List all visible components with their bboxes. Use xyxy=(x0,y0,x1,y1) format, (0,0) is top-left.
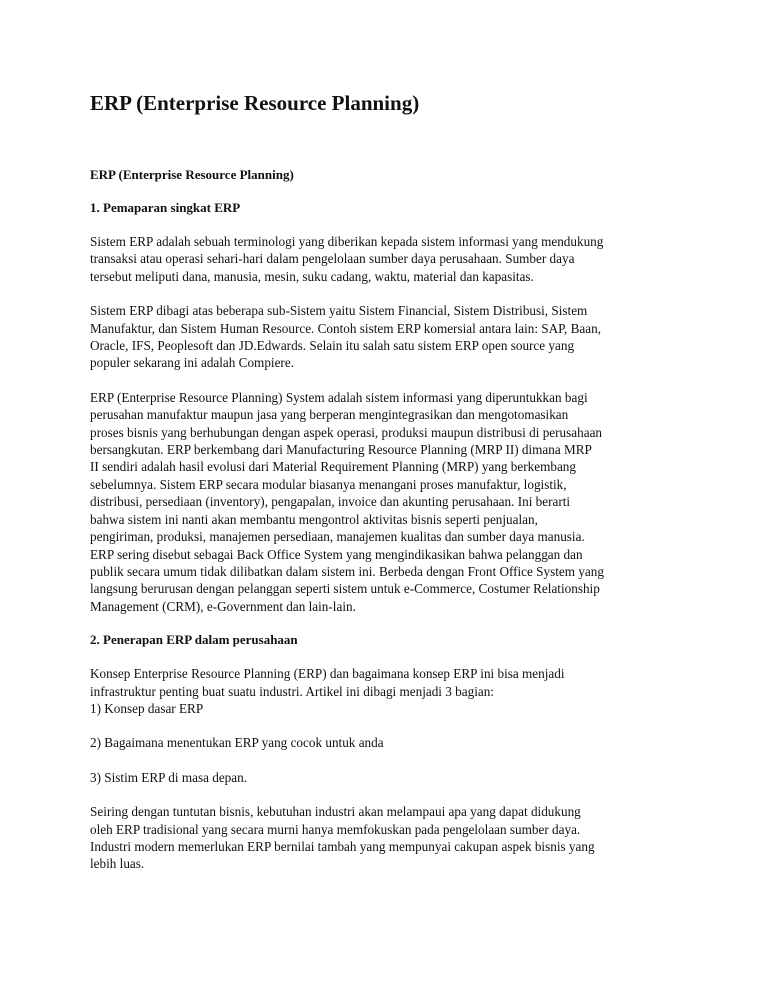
text-line: bahwa sistem ini nanti akan membantu mengontrol aktivitas bisnis seperti penjualan, xyxy=(90,511,538,527)
text-line: lebih luas. xyxy=(90,856,145,872)
text-line: langsung berurusan dengan pelanggan seperti sistem untuk e-Commerce, Costumer Relationship xyxy=(90,581,600,597)
text-line: pengiriman, produksi, manajemen persediaan, manajemen kualitas dan sumber daya manusia. xyxy=(90,529,585,545)
text-line: sebelumnya. Sistem ERP secara modular biasanya menangani proses manufaktur, logistik, xyxy=(90,476,567,492)
section-1-paragraph-3 xyxy=(90,389,682,615)
text-line: bersangkutan. ERP berkembang dari Manufacturing Resource Planning (MRP II) dimana MRP xyxy=(90,442,592,458)
text-line: Oracle, IFS, Peoplesoft dan JD.Edwards. Selain itu salah satu sistem ERP open source yang xyxy=(90,338,575,354)
text-line: populer sekarang ini adalah Compiere. xyxy=(90,355,294,371)
section-2-paragraph-1 xyxy=(90,665,682,700)
section-2-paragraph-2 xyxy=(90,803,682,873)
text-line: publik secara umum tidak dilibatkan dalam sistem ini. Berbeda dengan Front Office System yang xyxy=(90,563,604,579)
section-1-paragraph-1 xyxy=(90,233,682,285)
text-line: Sistem ERP dibagi atas beberapa sub-Sistem yaitu Sistem Financial, Sistem Distribusi, Sistem xyxy=(90,303,588,319)
text-line: transaksi atau operasi sehari-hari dalam pengelolaan sumber daya perusahaan. Sumber daya xyxy=(90,251,575,267)
text-line: Management (CRM), e-Government dan lain-lain. xyxy=(90,598,356,614)
text-line: Industri modern memerlukan ERP bernilai tambah yang mempunyai cakupan aspek bisnis yang xyxy=(90,838,595,854)
text-line: Sistem ERP adalah sebuah terminologi yang diberikan kepada sistem informasi yang mendukung xyxy=(90,234,604,249)
section-1-paragraph-2 xyxy=(90,302,682,372)
section-1-heading: 1. Pemaparan singkat ERP xyxy=(90,200,241,215)
text-line: Konsep Enterprise Resource Planning (ERP) dan bagaimana konsep ERP ini bisa menjadi xyxy=(90,666,565,682)
document-title: ERP (Enterprise Resource Planning) xyxy=(90,91,420,115)
text-line: oleh ERP tradisional yang secara murni hanya memfokuskan pada pengelolaan sumber daya. xyxy=(90,821,581,837)
text-line: infrastruktur penting buat suatu industri. Artikel ini dibagi menjadi 3 bagian: xyxy=(90,683,494,699)
text-line: proses bisnis yang berhubungan dengan aspek operasi, produksi maupun distribusi di perusahaan xyxy=(90,424,603,440)
list-item: 3) Sistim ERP di masa depan. xyxy=(90,769,248,785)
text-line: distribusi, persediaan (inventory), pengapalan, invoice dan akunting perusahaan. Ini berarti xyxy=(90,494,571,510)
text-line: II sendiri adalah hasil evolusi dari Material Requirement Planning (MRP) yang berkembang xyxy=(90,459,576,475)
list-item: 2) Bagaimana menentukan ERP yang cocok untuk anda xyxy=(90,735,384,751)
text-line: Seiring dengan tuntutan bisnis, kebutuhan industri akan melampaui apa yang dapat didukung xyxy=(90,804,581,820)
text-line: ERP (Enterprise Resource Planning) System adalah sistem informasi yang diperuntukkan bagi xyxy=(90,389,588,405)
text-line: Manufaktur, dan Sistem Human Resource. Contoh sistem ERP komersial antara lain: SAP, Baan, xyxy=(90,320,602,336)
list-item: 1) Konsep dasar ERP xyxy=(90,700,204,716)
document-subtitle: ERP (Enterprise Resource Planning) xyxy=(90,167,294,182)
section-2-heading: 2. Penerapan ERP dalam perusahaan xyxy=(90,632,298,648)
text-line: perusahan manufaktur maupun jasa yang berperan mengintegrasikan dan mengotomasikan xyxy=(90,407,569,423)
document-page xyxy=(90,86,682,873)
text-line: tersebut meliputi dana, manusia, mesin, suku cadang, waktu, material dan kapasitas. xyxy=(90,268,534,284)
text-line: ERP sering disebut sebagai Back Office System yang mengindikasikan bahwa pelanggan dan xyxy=(90,546,583,562)
